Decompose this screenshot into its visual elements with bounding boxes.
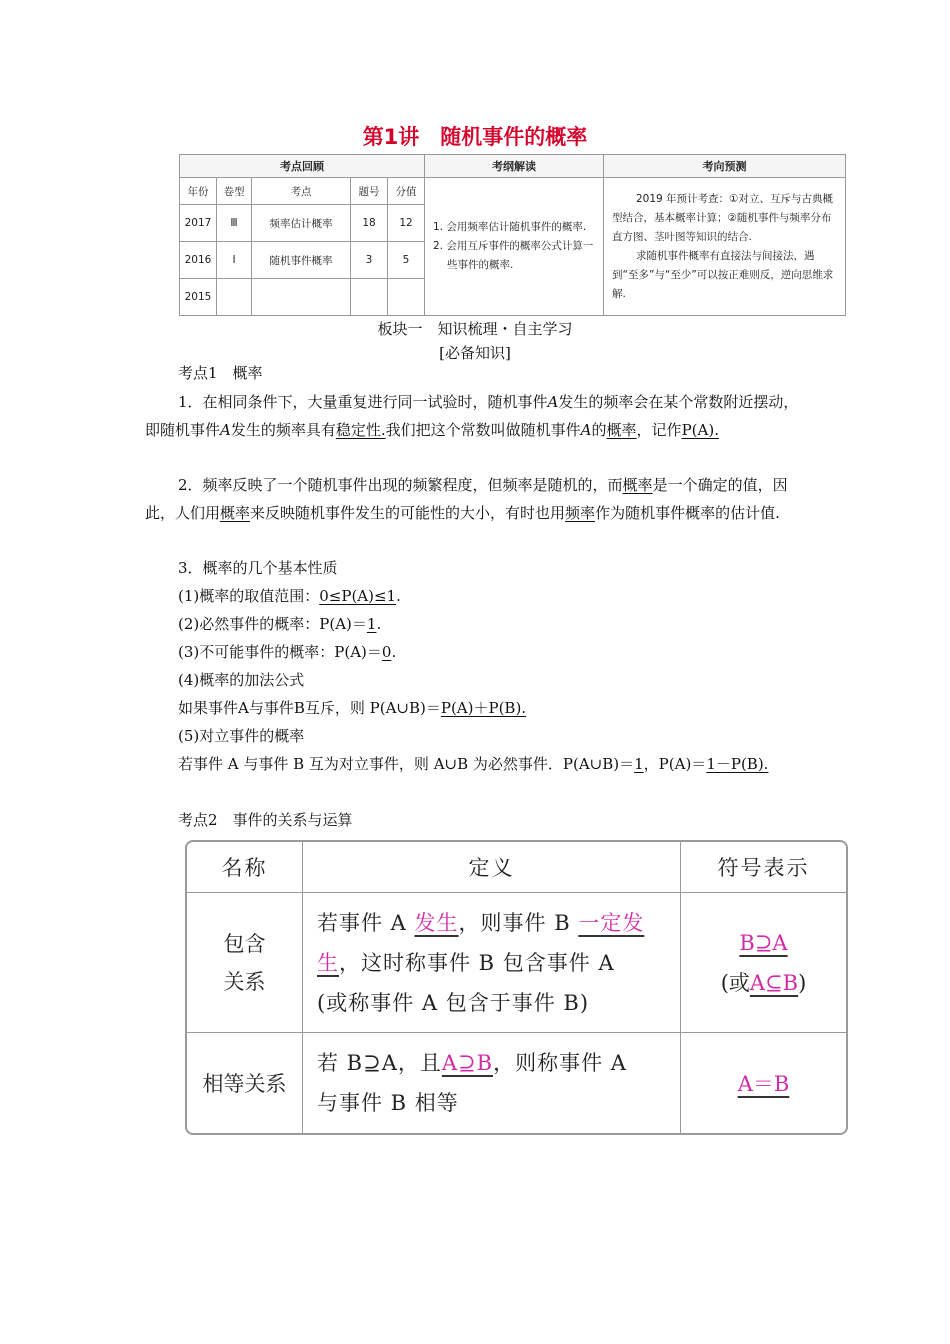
cell-score: 12	[388, 205, 425, 242]
cell-year: 2016	[180, 242, 217, 279]
cell-topic: 随机事件概率	[252, 242, 351, 279]
outline-item: 2. 会用互斥事件的概率公式计算一些事件的概率.	[433, 240, 594, 271]
text: .	[391, 643, 397, 661]
cell-num: 3	[351, 242, 388, 279]
answer-blank: 0	[381, 643, 392, 661]
symbol-inclusion	[681, 893, 847, 1033]
header-review: 考点回顾	[180, 155, 425, 178]
answer-blank: P(A).	[681, 421, 719, 439]
header-symbol: 符号表示	[681, 842, 847, 893]
property-complement-heading: (5)对立事件的概率	[178, 727, 305, 745]
property-impossible	[178, 638, 843, 666]
answer-blank: A⊇B	[441, 1051, 494, 1075]
col-paper: 卷型	[217, 178, 252, 205]
relation-name-inclusion	[187, 893, 303, 1033]
cell-paper	[217, 279, 252, 316]
text: 若事件 A 与事件 B 互为对立事件，则 A∪B 为必然事件．P(A∪B)＝	[178, 755, 635, 773]
cell-year: 2017	[180, 205, 217, 242]
answer-blank: P(B).	[730, 755, 769, 773]
property-complement	[145, 750, 810, 778]
point1-properties-heading: 3．概率的几个基本性质	[178, 559, 338, 577]
outline-cell	[425, 178, 604, 316]
cell-score: 5	[388, 242, 425, 279]
forecast-item: 2019 年预计考查：①对立、互斥与古典概型结合，基本概率计算；②随机事件与频率分布直方图、茎叶图等知识的结合.	[612, 192, 833, 243]
forecast-cell	[604, 178, 846, 316]
text: ，记作	[636, 421, 682, 439]
property-addition	[178, 694, 843, 722]
text: 若 B⊇A，且	[317, 1051, 442, 1075]
text: 发生的频率具有	[230, 421, 336, 439]
property-range	[178, 582, 843, 610]
answer-blank: B⊇A	[739, 930, 788, 955]
text: 包含	[223, 931, 266, 956]
text: (1)概率的取值范围：	[178, 587, 320, 605]
text: (3)不可能事件的概率：P(A)＝	[178, 643, 382, 661]
page-title: 第1讲 随机事件的概率	[362, 125, 588, 149]
text: 如果事件A与事件B互斥，则 P(A∪B)＝	[178, 699, 441, 717]
text: 来反映随机事件发生的可能性的大小，有时也用	[250, 504, 566, 522]
text: 关系	[223, 969, 266, 994]
cell-topic: 频率估计概率	[252, 205, 351, 242]
cell-num	[351, 279, 388, 316]
section-subheading: [必备知识]	[439, 344, 511, 362]
point1-label: 考点1 概率	[178, 364, 263, 382]
header-forecast: 考向预测	[604, 155, 846, 178]
text: (或	[720, 970, 750, 995]
property-certain	[178, 610, 843, 638]
answer-blank: 1	[634, 755, 644, 773]
header-definition: 定义	[303, 842, 681, 893]
text: 若事件 A	[317, 910, 415, 935]
cell-year: 2015	[180, 279, 217, 316]
text: .	[396, 587, 401, 605]
answer-blank: A＝B	[737, 1072, 790, 1096]
text: ，这时称事件 B 包含事件 A	[339, 950, 615, 975]
text: 2．频率反映了一个随机事件出现的频繁程度，但频率是随机的，而	[178, 476, 623, 494]
answer-blank: 发生	[414, 910, 459, 935]
point1-paragraph-1: 1．在相同条件下，大量重复进行同一试验时，随机事件A发生的频率会在某个常数附近摆动，即随机事件A发生的频率具有稳定性.我们把这个常数叫做随机事件A的概率，记作P(A).	[145, 393, 799, 439]
text: 与事件 B 相等	[317, 1091, 459, 1115]
answer-blank: 概率	[622, 476, 653, 494]
col-num: 题号	[351, 178, 388, 205]
answer-blank: 概率	[606, 421, 637, 439]
text: (或称事件 A 包含于事件 B)	[317, 990, 590, 1015]
forecast-item: 求随机事件概率有直接法与间接法，遇到“至多”与“至少”可以按正难则反，逆向思维求解.	[612, 249, 834, 300]
col-year: 年份	[180, 178, 217, 205]
table-row	[187, 1033, 846, 1134]
answer-blank: 生	[317, 950, 339, 975]
answer-blank: A⊆B	[749, 970, 799, 995]
definition-inclusion	[303, 893, 681, 1033]
exam-summary-table	[179, 154, 846, 316]
section-heading: 板块一 知识梳理・自主学习	[377, 320, 573, 338]
answer-blank: 频率	[565, 504, 596, 522]
text: )	[798, 970, 807, 995]
table-row	[187, 893, 846, 1033]
text: .	[376, 615, 382, 633]
definition-equal	[303, 1033, 681, 1134]
text: 作为随机事件概率的估计值.	[595, 504, 780, 522]
text: 1．在相同条件下，大量重复进行同一试验时，随机事件	[178, 393, 548, 411]
cell-score	[388, 279, 425, 316]
text: 我们把这个常数叫做随机事件	[385, 421, 581, 439]
cell-num: 18	[351, 205, 388, 242]
answer-blank: 1	[366, 615, 377, 633]
text: ，则称事件 A	[493, 1051, 627, 1075]
answer-blank: 一定发	[578, 910, 645, 935]
point2-label: 考点2 事件的关系与运算	[178, 811, 353, 829]
symbol-equal	[681, 1033, 847, 1134]
text: 发生的频率会在某个常数附近摆动，即随机事件	[145, 393, 799, 439]
event-relations-table	[185, 840, 848, 1135]
text: 是一个确定的值，因此，人们用	[145, 476, 788, 522]
header-outline: 考纲解读	[425, 155, 604, 178]
cell-paper: Ⅰ	[217, 242, 252, 279]
cell-paper: Ⅲ	[217, 205, 252, 242]
property-addition-heading: (4)概率的加法公式	[178, 671, 305, 689]
text: ，则事件 B	[458, 910, 579, 935]
point1-paragraph-2	[145, 471, 810, 527]
text: ，P(A)＝	[643, 755, 707, 773]
answer-blank: 1－	[706, 755, 731, 773]
text: (2)必然事件的概率：P(A)＝	[178, 615, 367, 633]
cell-topic	[252, 279, 351, 316]
answer-blank: 稳定性.	[335, 421, 386, 439]
text: 的	[591, 421, 607, 439]
col-topic: 考点	[252, 178, 351, 205]
header-name: 名称	[187, 842, 303, 893]
answer-blank: 概率	[220, 504, 251, 522]
outline-item: 1. 会用频率估计随机事件的概率.	[433, 221, 587, 233]
answer-blank: 0≤P(A)≤1	[319, 587, 397, 605]
col-score: 分值	[388, 178, 425, 205]
answer-blank: P(A)＋P(B).	[440, 699, 527, 717]
relation-name-equal: 相等关系	[187, 1033, 303, 1134]
